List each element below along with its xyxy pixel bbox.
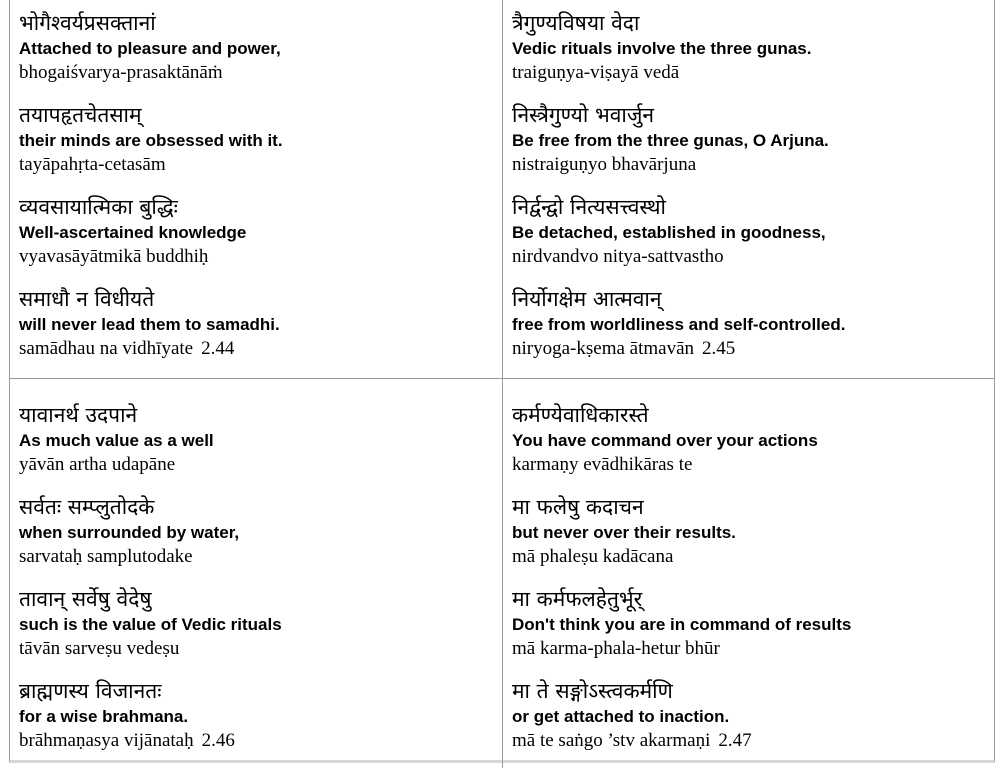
- verse-line: [512, 192, 994, 284]
- sanskrit-text: कर्मण्येवाधिकारस्ते: [512, 403, 649, 427]
- transliteration: traiguṇya-viṣayā vedā: [512, 62, 680, 83]
- transliteration: tāvān sarveṣu vedeṣu: [19, 638, 180, 659]
- verse-line: [19, 192, 502, 284]
- transliteration-text: brāhmaṇasya vijānataḥ: [19, 730, 194, 751]
- sanskrit-text: निर्द्वन्द्वो नित्यसत्त्वस्थो: [512, 195, 666, 219]
- transliteration: karmaṇy evādhikāras te: [512, 454, 693, 475]
- sanskrit-text: यावानर्थ उदपाने: [19, 403, 138, 427]
- verse-line: [512, 492, 994, 584]
- verse-line: [19, 584, 502, 676]
- verse-line: [19, 676, 502, 768]
- english-translation: free from worldliness and self-controlled.: [512, 315, 846, 334]
- english-translation: will never lead them to samadhi.: [19, 315, 280, 334]
- verse-line: [19, 100, 502, 192]
- transliteration-text: samādhau na vidhīyate: [19, 338, 194, 359]
- verse-number: 2.47: [718, 730, 752, 751]
- sanskrit-text: भोगैश्वर्यप्रसक्तानां: [19, 11, 156, 35]
- verse-line: [512, 584, 994, 676]
- english-translation: for a wise brahmana.: [19, 707, 189, 726]
- transliteration: mā karma-phala-hetur bhūr: [512, 638, 720, 659]
- sanskrit-text: तयापहृतचेतसाम्: [19, 103, 142, 127]
- verse-line: [19, 492, 502, 584]
- sanskrit-text: तावान् सर्वेषु वेदेषु: [19, 587, 152, 611]
- transliteration: nistraiguṇyo bhavārjuna: [512, 154, 697, 175]
- english-translation: their minds are obsessed with it.: [19, 131, 283, 150]
- verse-cell: [10, 379, 503, 768]
- transliteration: mā phaleṣu kadācana: [512, 546, 674, 567]
- transliteration-text: niryoga-kṣema ātmavān: [512, 338, 695, 359]
- verse-line: [512, 676, 994, 768]
- english-translation: Be free from the three gunas, O Arjuna.: [512, 131, 829, 150]
- sanskrit-text: मा ते सङ्गोऽस्त्वकर्मणि: [512, 679, 673, 703]
- verse-number: 2.45: [702, 338, 736, 359]
- english-translation: Attached to pleasure and power,: [19, 39, 281, 58]
- english-translation: Well-ascertained knowledge: [19, 223, 247, 242]
- verse-cell: [503, 379, 994, 768]
- verse-table: [9, 0, 995, 763]
- english-translation: when surrounded by water,: [19, 523, 240, 542]
- verse-number: 2.46: [201, 730, 235, 751]
- verse-line: [19, 284, 502, 376]
- sanskrit-text: निर्योगक्षेम आत्मवान्: [512, 287, 662, 311]
- transliteration: [512, 728, 994, 754]
- verse-cell: [10, 0, 503, 379]
- english-translation: You have command over your actions: [512, 431, 818, 450]
- english-translation: or get attached to inaction.: [512, 707, 730, 726]
- sanskrit-text: त्रैगुण्यविषया वेदा: [512, 11, 640, 35]
- sanskrit-text: सर्वतः सम्प्लुतोदके: [19, 495, 155, 519]
- verse-number: 2.44: [201, 338, 235, 359]
- transliteration: bhogaiśvarya-prasaktānāṁ: [19, 62, 223, 83]
- verse-line: [512, 400, 994, 492]
- sanskrit-text: व्यवसायात्मिका बुद्धिः: [19, 195, 178, 219]
- transliteration: vyavasāyātmikā buddhiḥ: [19, 246, 209, 267]
- transliteration: tayāpahṛta-cetasām: [19, 154, 166, 175]
- sanskrit-text: निस्त्रैगुण्यो भवार्जुन: [512, 103, 655, 127]
- verse-line: [19, 8, 502, 100]
- transliteration: yāvān artha udapāne: [19, 454, 176, 475]
- verse-line: [512, 100, 994, 192]
- english-translation: but never over their results.: [512, 523, 736, 542]
- transliteration: [512, 336, 994, 362]
- english-translation: As much value as a well: [19, 431, 214, 450]
- transliteration: [19, 728, 502, 754]
- sanskrit-text: ब्राह्मणस्य विजानतः: [19, 679, 162, 703]
- verse-cell: [503, 0, 994, 379]
- english-translation: Vedic rituals involve the three gunas.: [512, 39, 812, 58]
- sanskrit-text: मा फलेषु कदाचन: [512, 495, 644, 519]
- transliteration-text: mā te saṅgo ’stv akarmaṇi: [512, 730, 711, 751]
- english-translation: Be detached, established in goodness,: [512, 223, 826, 242]
- transliteration: nirdvandvo nitya-sattvastho: [512, 246, 724, 267]
- verse-line: [19, 400, 502, 492]
- transliteration: [19, 336, 502, 362]
- sanskrit-text: मा कर्मफलहेतुर्भूर्: [512, 587, 643, 611]
- verse-line: [512, 8, 994, 100]
- sanskrit-text: समाधौ न विधीयते: [19, 287, 155, 311]
- verse-line: [512, 284, 994, 376]
- english-translation: Don't think you are in command of results: [512, 615, 852, 634]
- english-translation: such is the value of Vedic rituals: [19, 615, 282, 634]
- transliteration: sarvataḥ samplutodake: [19, 546, 193, 567]
